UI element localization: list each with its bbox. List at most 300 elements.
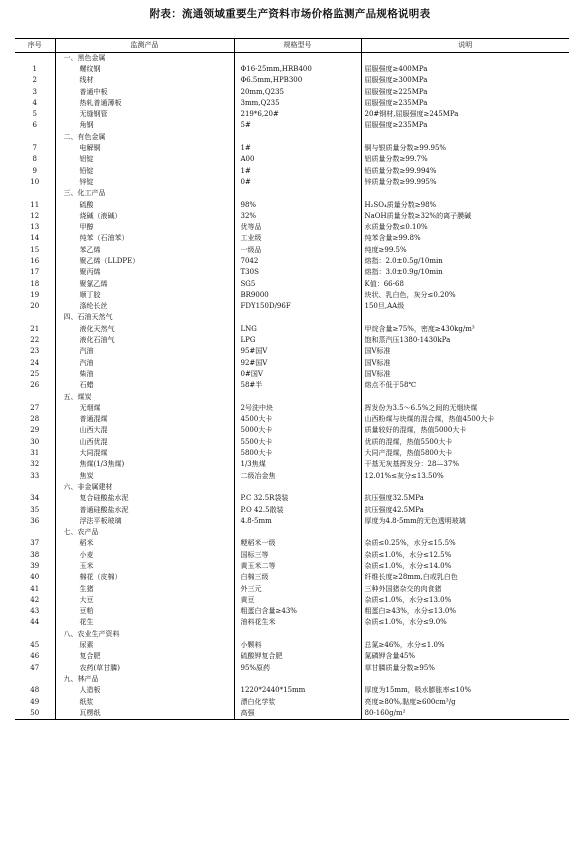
table-row — [15, 199, 569, 210]
product-cell: 热轧普通薄板 — [55, 98, 234, 109]
table-row — [15, 617, 569, 628]
product-cell: 普通硅酸盐水泥 — [55, 504, 234, 515]
serial-cell — [15, 132, 55, 143]
spec-cell — [234, 629, 361, 640]
note-cell: 铜与银质量分数≥99.95% — [361, 143, 569, 154]
serial-cell: 3 — [32, 87, 37, 96]
spec-cell: 219*6,20# — [234, 109, 361, 120]
table-row — [15, 380, 569, 391]
section-row — [15, 53, 569, 64]
serial-cell: 24 — [30, 358, 40, 367]
spec-cell: 1# — [234, 165, 361, 176]
table-row — [15, 696, 569, 707]
header-note: 说明 — [361, 39, 569, 53]
table-row — [15, 459, 569, 470]
table-header-row — [15, 39, 569, 53]
serial-cell — [15, 482, 55, 493]
section-row — [15, 482, 569, 493]
note-cell: 水质量分数≤0.10% — [361, 222, 569, 233]
note-cell: 挥发份为3.5～6.5%之间的无烟块煤 — [361, 403, 569, 414]
serial-cell: 1 — [32, 64, 37, 73]
note-cell: 20#钢材,屈服强度≥245MPa — [361, 109, 569, 120]
product-cell: 浮法平板玻璃 — [55, 516, 234, 527]
spec-cell: 0# — [234, 177, 361, 188]
table-row — [15, 211, 569, 222]
product-cell: 锌锭 — [55, 177, 234, 188]
table-row — [15, 561, 569, 572]
product-cell: 生猪 — [55, 583, 234, 594]
note-cell: 杂质≤1.0%，水分≤14.0% — [361, 561, 569, 572]
serial-cell: 42 — [30, 595, 40, 604]
table-row — [15, 143, 569, 154]
spec-cell: 98% — [234, 199, 361, 210]
spec-cell: 国标三等 — [234, 550, 361, 561]
product-cell: 普通中板 — [55, 86, 234, 97]
spec-cell: 漂白化学浆 — [234, 696, 361, 707]
spec-table — [15, 38, 569, 720]
serial-cell: 40 — [30, 573, 40, 582]
note-cell: 氮磷钾含量45% — [361, 651, 569, 662]
spec-cell: 5800大卡 — [234, 448, 361, 459]
serial-cell: 14 — [30, 234, 40, 243]
spec-cell: 95%原药 — [234, 663, 361, 674]
table-row — [15, 470, 569, 481]
table-row — [15, 346, 569, 357]
product-cell: 硫酸 — [55, 199, 234, 210]
serial-cell: 35 — [30, 505, 40, 514]
product-cell: 无缝钢管 — [55, 109, 234, 120]
product-cell: 人造板 — [55, 685, 234, 696]
spec-cell: 5500大卡 — [234, 437, 361, 448]
note-cell — [361, 674, 569, 685]
table-row — [15, 120, 569, 131]
header-serial: 序号 — [15, 39, 55, 53]
table-row — [15, 606, 569, 617]
table-row — [15, 278, 569, 289]
spec-cell: 二级冶金焦 — [234, 470, 361, 481]
serial-cell — [15, 629, 55, 640]
serial-cell: 16 — [30, 256, 40, 265]
product-cell: 瓦楞纸 — [55, 708, 234, 719]
product-cell: 尿素 — [55, 640, 234, 651]
product-cell: 四、石油天然气 — [55, 312, 234, 323]
serial-cell: 7 — [32, 144, 37, 153]
table-row — [15, 516, 569, 527]
serial-cell — [15, 312, 55, 323]
note-cell: 抗压强度32.5MPa — [361, 493, 569, 504]
note-cell: 草甘膦质量分数≥95% — [361, 663, 569, 674]
serial-cell: 18 — [30, 279, 40, 288]
spec-cell: FDY150D/96F — [234, 301, 361, 312]
spec-cell: 5# — [234, 120, 361, 131]
table-row — [15, 109, 569, 120]
note-cell: 铅质量分数≥99.994% — [361, 165, 569, 176]
serial-cell: 19 — [30, 290, 40, 299]
note-cell — [361, 132, 569, 143]
serial-cell: 17 — [30, 268, 40, 277]
serial-cell: 28 — [30, 415, 40, 424]
note-cell: 国Ⅴ标准 — [361, 358, 569, 369]
table-row — [15, 358, 569, 369]
serial-cell: 38 — [30, 550, 40, 559]
note-cell: 纤维长度≥28mm,白或乳白色 — [361, 572, 569, 583]
table-row — [15, 177, 569, 188]
note-cell — [361, 482, 569, 493]
serial-cell: 30 — [30, 437, 40, 446]
table-row — [15, 685, 569, 696]
serial-cell: 10 — [30, 177, 40, 186]
product-cell: 螺纹钢 — [55, 64, 234, 75]
table-row — [15, 572, 569, 583]
section-row — [15, 674, 569, 685]
serial-cell — [15, 188, 55, 199]
serial-cell: 12 — [30, 211, 40, 220]
spec-cell — [234, 53, 361, 64]
product-cell: 七、农产品 — [55, 527, 234, 538]
note-cell: 杂质≤1.0%，水分≤9.0% — [361, 617, 569, 628]
product-cell: 九、林产品 — [55, 674, 234, 685]
product-cell: 六、非金属建材 — [55, 482, 234, 493]
spec-cell: 1# — [234, 143, 361, 154]
product-cell: 复合硅酸盐水泥 — [55, 493, 234, 504]
product-cell: 铅锭 — [55, 165, 234, 176]
spec-cell: 20mm,Q235 — [234, 86, 361, 97]
product-cell: 山西优混 — [55, 437, 234, 448]
table-row — [15, 324, 569, 335]
table-row — [15, 335, 569, 346]
table-row — [15, 651, 569, 662]
serial-cell: 32 — [30, 460, 40, 469]
serial-cell: 27 — [30, 403, 40, 412]
table-row — [15, 267, 569, 278]
section-row — [15, 188, 569, 199]
note-cell — [361, 391, 569, 402]
spec-cell: 外三元 — [234, 583, 361, 594]
spec-cell: 4500大卡 — [234, 414, 361, 425]
table-row — [15, 98, 569, 109]
spec-cell: 95#国Ⅴ — [234, 346, 361, 357]
table-row — [15, 222, 569, 233]
note-cell: 优质的混煤，热值5500大卡 — [361, 437, 569, 448]
product-cell: 烧碱（液碱） — [55, 211, 234, 222]
spec-cell — [234, 674, 361, 685]
serial-cell: 20 — [30, 302, 40, 311]
table-row — [15, 448, 569, 459]
spec-cell: 1220*2440*15mm — [234, 685, 361, 696]
serial-cell: 47 — [30, 663, 40, 672]
product-cell: 无烟煤 — [55, 403, 234, 414]
product-cell: 稻米 — [55, 538, 234, 549]
serial-cell — [15, 391, 55, 402]
serial-cell: 13 — [30, 223, 40, 232]
table-row — [15, 165, 569, 176]
table-row — [15, 301, 569, 312]
spec-cell: 2号洗中块 — [234, 403, 361, 414]
serial-cell — [15, 53, 55, 64]
table-row — [15, 75, 569, 86]
note-cell: 熔指：2.0±0.5g/10min — [361, 256, 569, 267]
table-row — [15, 437, 569, 448]
note-cell: 屈服强度≥225MPa — [361, 86, 569, 97]
product-cell: 大豆 — [55, 595, 234, 606]
serial-cell: 49 — [30, 697, 40, 706]
section-row — [15, 132, 569, 143]
table-row — [15, 504, 569, 515]
product-cell: 聚丙烯 — [55, 267, 234, 278]
table-row — [15, 290, 569, 301]
spec-cell: 92#国Ⅴ — [234, 358, 361, 369]
note-cell: 屈服强度≥400MPa — [361, 64, 569, 75]
spec-cell: 粗蛋白含量≥43% — [234, 606, 361, 617]
spec-cell: 58#半 — [234, 380, 361, 391]
spec-cell: 7042 — [234, 256, 361, 267]
note-cell: 三种外国猪杂交的肉食猪 — [361, 583, 569, 594]
note-cell: 杂质≤1.0%，水分≤12.5% — [361, 550, 569, 561]
product-cell: 三、化工产品 — [55, 188, 234, 199]
table-row — [15, 583, 569, 594]
product-cell: 山西大混 — [55, 425, 234, 436]
table-row — [15, 538, 569, 549]
serial-cell: 44 — [30, 618, 40, 627]
serial-cell: 26 — [30, 381, 40, 390]
product-cell: 焦炭 — [55, 470, 234, 481]
spec-cell: SG5 — [234, 278, 361, 289]
product-cell: 角钢 — [55, 120, 234, 131]
note-cell: 锌质量分数≥99.995% — [361, 177, 569, 188]
note-cell: 山西粉煤与块煤的混合煤，热值4500大卡 — [361, 414, 569, 425]
product-cell: 豆粕 — [55, 606, 234, 617]
product-cell: 复合肥 — [55, 651, 234, 662]
document-title: 附表：流通领域重要生产资料市场价格监测产品规格说明表 — [149, 8, 431, 20]
serial-cell: 34 — [30, 494, 40, 503]
note-cell: 块状、乳白色，灰分≤0.20% — [361, 290, 569, 301]
product-cell: 五、煤炭 — [55, 391, 234, 402]
table-row — [15, 245, 569, 256]
spec-cell: BR9000 — [234, 290, 361, 301]
product-cell: 柴油 — [55, 369, 234, 380]
note-cell: 总氮≥46%，水分≤1.0% — [361, 640, 569, 651]
note-cell: 150旦,AA级 — [361, 301, 569, 312]
product-cell: 一、黑色金属 — [55, 53, 234, 64]
serial-cell: 8 — [32, 155, 37, 164]
note-cell: 铝质量分数≥99.7% — [361, 154, 569, 165]
spec-cell: 小颗料 — [234, 640, 361, 651]
spec-cell: P.O 42.5散装 — [234, 504, 361, 515]
serial-cell: 11 — [30, 200, 40, 209]
spec-cell: 一级品 — [234, 245, 361, 256]
spec-cell: 0#国Ⅴ — [234, 369, 361, 380]
serial-cell: 33 — [30, 471, 40, 480]
serial-cell: 39 — [30, 562, 40, 570]
note-cell: 饱和蒸汽压1380-1430kPa — [361, 335, 569, 346]
product-cell: 顺丁胶 — [55, 290, 234, 301]
spec-cell: 油料花生米 — [234, 617, 361, 628]
spec-cell: 白棉三级 — [234, 572, 361, 583]
product-cell: 聚乙烯（LLDPE） — [55, 256, 234, 267]
serial-cell: 22 — [30, 336, 40, 345]
product-cell: 花生 — [55, 617, 234, 628]
product-cell: 八、农业生产资料 — [55, 629, 234, 640]
spec-cell: 高强 — [234, 708, 361, 719]
spec-cell: 5000大卡 — [234, 425, 361, 436]
table-row — [15, 256, 569, 267]
note-cell: 熔指：3.0±0.9g/10min — [361, 267, 569, 278]
note-cell: 80-160g/m² — [361, 708, 569, 719]
spec-cell: P.C 32.5R袋装 — [234, 493, 361, 504]
note-cell: 屈服强度≥235MPa — [361, 98, 569, 109]
serial-cell: 29 — [30, 426, 40, 435]
spec-cell: 32% — [234, 211, 361, 222]
product-cell: 线材 — [55, 75, 234, 86]
product-cell: 涤纶长丝 — [55, 301, 234, 312]
product-cell: 二、有色金属 — [55, 132, 234, 143]
note-cell: 干基无灰基挥发分：28—37% — [361, 459, 569, 470]
product-cell: 大同混煤 — [55, 448, 234, 459]
note-cell: 国Ⅴ标准 — [361, 369, 569, 380]
spec-cell — [234, 391, 361, 402]
table-row — [15, 425, 569, 436]
table-row — [15, 414, 569, 425]
serial-cell — [15, 527, 55, 538]
spec-cell: T30S — [234, 267, 361, 278]
product-cell: 普通混煤 — [55, 414, 234, 425]
product-cell: 铝锭 — [55, 154, 234, 165]
note-cell: 厚度为15mm，吸水膨胀率≤10% — [361, 685, 569, 696]
table-row — [15, 403, 569, 414]
table-row — [15, 550, 569, 561]
note-cell: 国Ⅴ标准 — [361, 346, 569, 357]
table-row — [15, 154, 569, 165]
serial-cell: 31 — [30, 449, 40, 458]
note-cell: 厚度为4.8-5mm的无色透明玻璃 — [361, 516, 569, 527]
section-row — [15, 312, 569, 323]
spec-cell: 3mm,Q235 — [234, 98, 361, 109]
product-cell: 农药(草甘膦) — [55, 663, 234, 674]
note-cell — [361, 629, 569, 640]
note-cell: K值：66-68 — [361, 278, 569, 289]
spec-cell: 优等品 — [234, 222, 361, 233]
note-cell: 质量较好的混煤，热值5000大卡 — [361, 425, 569, 436]
product-cell: 液化天然气 — [55, 324, 234, 335]
serial-cell: 4 — [32, 98, 37, 107]
note-cell: 杂质≤1.0%，水分≤13.0% — [361, 595, 569, 606]
table-row — [15, 640, 569, 651]
serial-cell: 9 — [32, 166, 37, 175]
spec-cell — [234, 527, 361, 538]
serial-cell: 43 — [30, 607, 40, 616]
note-cell: NaOH质量分数≥32%的离子膜碱 — [361, 211, 569, 222]
product-cell: 汽油 — [55, 346, 234, 357]
product-cell: 聚氯乙烯 — [55, 278, 234, 289]
note-cell: 大同产混煤，热值5800大卡 — [361, 448, 569, 459]
note-cell: 抗压强度42.5MPa — [361, 504, 569, 515]
serial-cell: 21 — [30, 324, 40, 333]
table-row — [15, 64, 569, 75]
section-row — [15, 629, 569, 640]
serial-cell: 2 — [32, 76, 37, 85]
note-cell: 粗蛋白≥43%，水分≤13.0% — [361, 606, 569, 617]
note-cell: 屈服强度≥300MPa — [361, 75, 569, 86]
spec-cell: Φ6.5mm,HPB300 — [234, 75, 361, 86]
spec-cell: 黄玉米二等 — [234, 561, 361, 572]
header-product: 监测产品 — [55, 39, 234, 53]
note-cell: H₂SO₄质量分数≥98% — [361, 199, 569, 210]
product-cell: 甲醇 — [55, 222, 234, 233]
serial-cell: 48 — [30, 686, 40, 695]
table-row — [15, 663, 569, 674]
table-row — [15, 369, 569, 380]
spec-cell — [234, 482, 361, 493]
spec-cell: 黄豆 — [234, 595, 361, 606]
serial-cell: 45 — [30, 641, 40, 650]
serial-cell: 36 — [30, 516, 40, 525]
note-cell — [361, 527, 569, 538]
product-cell: 纸浆 — [55, 696, 234, 707]
note-cell: 杂质≤0.25%，水分≤15.5% — [361, 538, 569, 549]
note-cell: 亮度≥80%,黏度≥600cm³/g — [361, 696, 569, 707]
spec-cell: 1/3焦煤 — [234, 459, 361, 470]
product-cell: 石蜡 — [55, 380, 234, 391]
spec-cell: Φ16-25mm,HRB400 — [234, 64, 361, 75]
spec-cell: 4.8-5mm — [234, 516, 361, 527]
note-cell: 熔点不低于58℃ — [361, 380, 569, 391]
serial-cell: 23 — [30, 347, 40, 356]
product-cell: 玉米 — [55, 561, 234, 572]
spec-cell: LPG — [234, 335, 361, 346]
product-cell: 液化石油气 — [55, 335, 234, 346]
serial-cell: 41 — [30, 584, 40, 593]
product-cell: 汽油 — [55, 358, 234, 369]
spec-cell — [234, 188, 361, 199]
spec-cell — [234, 312, 361, 323]
section-row — [15, 391, 569, 402]
section-row — [15, 527, 569, 538]
serial-cell: 25 — [30, 369, 40, 378]
note-cell: 纯苯含量≥99.8% — [361, 233, 569, 244]
serial-cell: 46 — [30, 652, 40, 661]
spec-cell: LNG — [234, 324, 361, 335]
product-cell: 电解铜 — [55, 143, 234, 154]
table-row — [15, 493, 569, 504]
table-row — [15, 86, 569, 97]
note-cell — [361, 53, 569, 64]
spec-cell: 粳稻米一级 — [234, 538, 361, 549]
product-cell: 焦煤(1/3焦煤) — [55, 459, 234, 470]
table-row — [15, 233, 569, 244]
spec-cell — [234, 132, 361, 143]
note-cell: 12.01%≤灰分≤13.50% — [361, 470, 569, 481]
header-spec: 规格型号 — [234, 39, 361, 53]
note-cell: 纯度≥99.5% — [361, 245, 569, 256]
serial-cell: 37 — [30, 539, 40, 548]
serial-cell: 6 — [32, 121, 37, 130]
note-cell — [361, 312, 569, 323]
product-cell: 苯乙烯 — [55, 245, 234, 256]
serial-cell: 15 — [30, 245, 40, 254]
spec-cell: 硫酸钾复合肥 — [234, 651, 361, 662]
note-cell — [361, 188, 569, 199]
note-cell: 屈服强度≥235MPa — [361, 120, 569, 131]
spec-cell: 工业级 — [234, 233, 361, 244]
product-cell: 纯苯（石油苯） — [55, 233, 234, 244]
serial-cell: 50 — [15, 708, 55, 719]
product-cell: 小麦 — [55, 550, 234, 561]
spec-cell: A00 — [234, 154, 361, 165]
note-cell: 甲烷含量≥75%，密度≥430kg/m³ — [361, 324, 569, 335]
product-cell: 棉花（皮棉） — [55, 572, 234, 583]
table-row — [15, 595, 569, 606]
serial-cell — [15, 674, 55, 685]
